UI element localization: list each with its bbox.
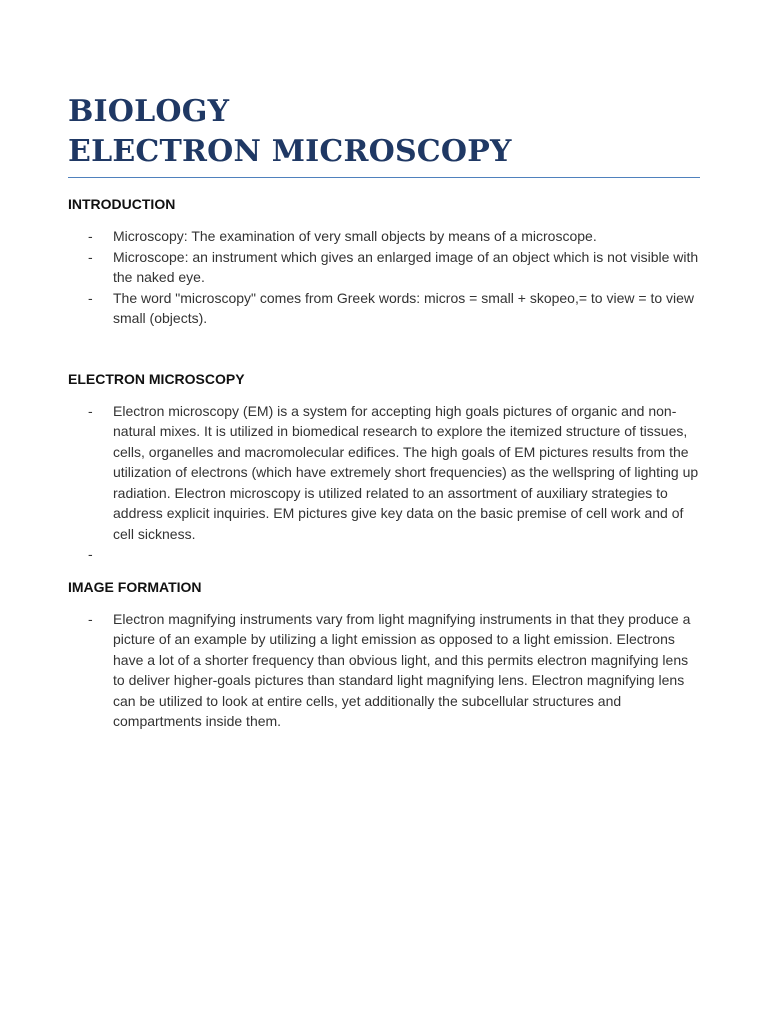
list-item [68,609,700,732]
list-item-text: Electron microscopy (EM) is a system for accepting high goals pictures of organic and non-natural mixes. It is utilized in biomedical research to explore the itemized structure of tissues, cells, organelles and macromolecular edifices. The high goals of EM pictures results from the utilization of electrons (which have extremely short frequencies) as the wellspring of lighting up radiation. Electron microscopy is utilized related to an assortment of auxiliary strategies to address explicit inquiries. EM pictures give key data on the basic premise of cell work and of cell sickness. [113,402,699,542]
list-item-text: Microscopy: The examination of very small objects by means of a microscope. [113,228,597,244]
dash-bullet: - [88,610,93,627]
electron-microscopy-list [68,401,700,565]
list-item-text: The word "microscopy" comes from Greek words: micros = small + skopeo,= to view = to view small (objects). [113,289,695,326]
dash-bullet: - [88,248,93,265]
title-divider [68,177,700,178]
title-line-2: ELECTRON MICROSCOPY [68,134,512,169]
dash-bullet: - [88,402,93,419]
document-page [68,92,700,732]
list-item-text: Microscope: an instrument which gives an enlarged image of an object which is not visible with the naked eye. [113,248,699,285]
image-formation-list [68,609,700,732]
list-item [68,288,700,329]
dash-bullet: - [88,546,93,562]
list-item [68,401,700,545]
introduction-list [68,226,700,329]
title-line-1: BIOLOGY [68,94,230,129]
list-item-empty [68,544,700,565]
dash-bullet: - [88,289,93,306]
list-item [68,226,700,247]
list-item [68,247,700,288]
section-heading-introduction: INTRODUCTION [68,196,176,212]
list-item-text: Electron magnifying instruments vary from light magnifying instruments in that they produce a picture of an example by utilizing a light emission as opposed to a light emission. Electrons have a lot of a shorter frequency than obvious light, and this permits electron magnifying lens to deliver higher-goals pictures than standard light magnifying lens. Electron magnifying lens can be utilized to look at entire cells, yet additionally the subcellular structures and compartments inside them. [113,610,691,729]
section-heading-electron-microscopy: ELECTRON MICROSCOPY [68,370,245,387]
dash-bullet: - [88,228,93,244]
section-heading-image-formation: IMAGE FORMATION [68,578,202,595]
document-title [68,92,700,172]
